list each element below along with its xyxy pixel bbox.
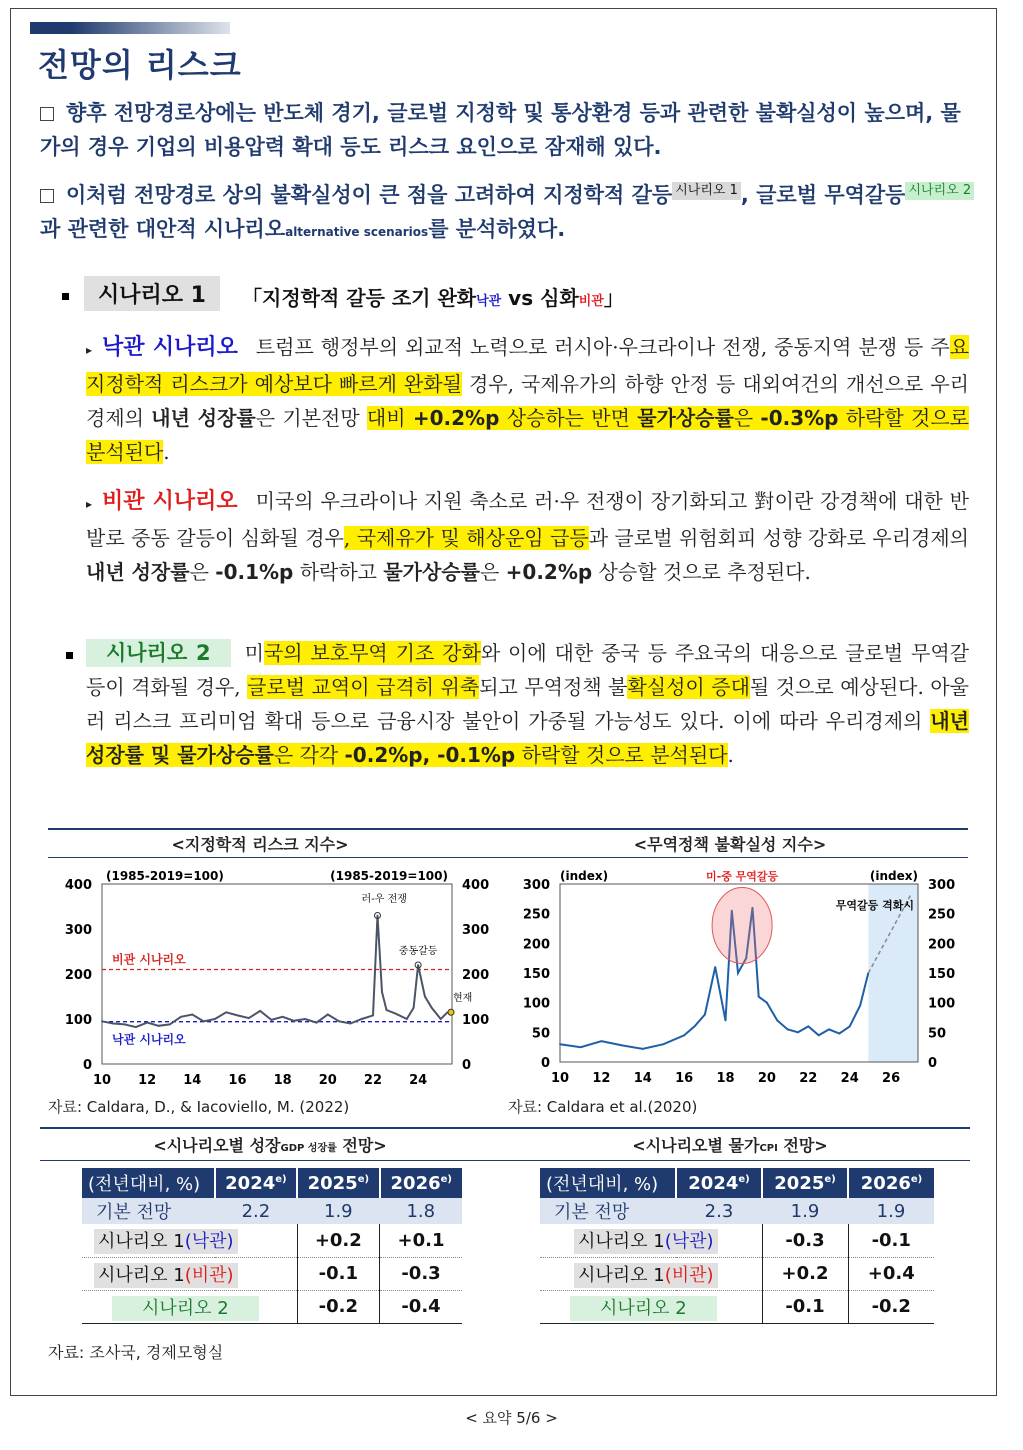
data-point [327,1014,329,1016]
chart-source-2: 자료: Caldara et al.(2020) [508,1098,698,1116]
table-row: 기본 전망 2.2 1.9 1.8 [82,1198,462,1224]
price-forecast-table [540,1168,934,1324]
estimate-superscript: e) [275,1173,287,1185]
data-point [180,1016,182,1018]
scenario-2-paragraph: 시나리오 2 미국의 보호무역 기조 강화와 이에 대한 중국 등 주요국의 대응으로 글로벌 무역갈등이 격화될 경우, 글로벌 교역이 급격히 위축되고 무역정책 불확실성이 증대될 것으로 예상된다. 아울러 리스크 프리미엄 확대 등으로 금융시장 불안이 가중될 가능성도 있다. 이에 따라 우리경제의 내년 성장률 및 물가상승률은 각각 -0.2%p, -0.1%p 하락할 것으로 분석된다. [86,641,969,767]
data-point [694,1026,696,1028]
data-point [361,1018,363,1020]
data-point [440,1018,442,1020]
data-point [580,1046,582,1048]
table-row: 시나리오 2 -0.1 -0.2 [540,1290,934,1323]
data-point [642,1048,644,1050]
y-tick-label-left: 0 [540,1056,550,1071]
data-point [237,1015,239,1017]
geopolitical-chart-title: <지정학적 리스크 지수> [171,835,349,854]
y-tick-label-left: 250 [522,907,550,923]
chart-source-1: 자료: Caldara, D., & Iacoviello, M. (2022) [48,1098,350,1116]
data-point [559,1043,561,1045]
y-tick-label-left: 50 [531,1026,550,1042]
estimate-superscript: e) [357,1173,370,1185]
pessimistic-label: 비관 시나리오 [102,489,238,514]
y-tick-label-right: 100 [928,996,956,1012]
data-point [395,1013,397,1015]
data-point [683,1034,685,1036]
table-row: 시나리오 2 -0.2 -0.4 [82,1290,462,1323]
checkbox-square-icon [40,189,54,203]
x-tick-label: 14 [183,1073,202,1088]
data-point [663,1043,665,1045]
data-point [797,1031,799,1033]
data-point [413,1007,415,1009]
data-point [766,1002,768,1004]
annotation-label: 무역갈등 격화시 [835,899,914,912]
x-tick-label: 18 [273,1073,292,1088]
data-point [158,1025,160,1027]
section-rule [48,828,968,830]
scenario-1-title: 「지정학적 갈등 조기 완화낙관 vs 심화비관」 [242,286,624,310]
data-point [386,1009,388,1011]
table-row: 시나리오 1(비관) +0.2 +0.4 [540,1257,934,1290]
data-point [818,1034,820,1036]
data-point [112,1023,114,1025]
section-rule [48,857,968,858]
y-tick-label-right: 200 [462,968,490,983]
table-row: 기본 전망 2.3 1.9 1.9 [540,1198,934,1224]
data-point [146,1022,148,1024]
data-point [135,1026,137,1028]
y-tick-label-left: 300 [522,878,550,893]
axis-note-left: (1985-2019=100) [106,869,224,883]
data-point [338,1020,340,1022]
data-point [776,1020,778,1022]
price-table-title: <시나리오별 물가CPI 전망> [632,1136,828,1155]
y-tick-label-left: 100 [522,996,550,1012]
x-tick-label: 14 [633,1071,652,1086]
data-point [725,1020,727,1022]
data-point [859,1005,861,1007]
triangle-bullet-icon: ▸ [86,343,93,357]
x-tick-label: 12 [138,1073,157,1088]
y-tick-label-left: 300 [64,923,92,938]
bullet-square-icon [62,293,69,300]
x-tick-label: 16 [675,1071,694,1086]
checkbox-square-icon [40,107,54,121]
data-point [349,1023,351,1025]
x-tick-label: 24 [840,1071,859,1086]
data-point [270,1019,272,1021]
trade-uncertainty-chart [508,862,968,1092]
data-point [714,966,716,968]
y-tick-label-left: 200 [522,937,550,953]
data-point [600,1040,602,1042]
y-tick-label-right: 0 [462,1058,472,1073]
data-point [828,1028,830,1030]
annotation-label: 현재 [453,993,473,1004]
y-tick-label-right: 0 [928,1056,938,1071]
data-point [259,1010,261,1012]
y-tick-label-right: 50 [928,1026,947,1042]
trade-chart-title: <무역정책 불확실성 지수> [633,835,827,854]
annotation-label: 미-중 무역갈등 [706,870,779,883]
scenario-2-tag: 시나리오 2 [905,182,974,200]
data-point [737,972,739,974]
data-point [304,1018,306,1020]
x-tick-label: 10 [92,1073,112,1088]
data-point [203,1020,205,1022]
data-point [838,1033,840,1035]
data-point [406,1018,408,1020]
title-decoration [30,22,230,34]
data-point [191,1014,193,1016]
x-tick-label: 20 [757,1071,776,1086]
x-tick-label: 10 [550,1071,570,1086]
data-point [787,1028,789,1030]
estimate-superscript: e) [738,1173,750,1185]
data-point [381,991,383,993]
data-point [849,1026,851,1028]
data-point [621,1044,623,1046]
data-point [248,1017,250,1019]
growth-forecast-table [82,1168,462,1324]
optimistic-scenario-paragraph: ▸ 낙관 시나리오 트럼프 행정부의 외교적 노력으로 러시아·우크라이나 전쟁, 중동지역 분쟁 등 주요 지정학적 리스크가 예상보다 빠르게 완화될 경우, 국제유가의 하향 안정 등 대외여건의 개선으로 우리경제의 내년 성장률은 기본전망 대비 +0.2%p 상승하는 반면 물가상승률은 -0.3%p 하락할 것으로 분석된다. [86,335,970,464]
data-point [431,1007,433,1009]
table-header: 2025$^{e)}$ [297,1168,379,1198]
scenario-2-label: 시나리오 2 [86,639,231,667]
y-tick-label-right: 150 [928,967,956,982]
y-tick-label-left: 150 [522,967,550,982]
data-point [101,1020,103,1022]
reference-line-label: 낙관 시나리오 [112,1032,186,1047]
y-tick-label-right: 300 [928,878,956,893]
estimate-superscript: e) [910,1173,923,1185]
data-point [704,1014,706,1016]
annotation-label: 중동갈등 [398,945,438,957]
series-line [102,916,448,1028]
page-number: < 요약 5/6 > [465,1409,558,1427]
table-header: (전년대비, %) [82,1168,215,1198]
table-header: 2026$^{e)}$ [848,1168,934,1198]
triangle-bullet-icon: ▸ [86,497,93,511]
y-tick-label-left: 400 [64,878,92,893]
current-marker [448,1009,454,1015]
y-tick-label-right: 300 [462,923,490,938]
section-rule [40,1160,970,1161]
data-point [807,1026,809,1028]
data-point [169,1024,171,1026]
table-header: 2026$^{e)}$ [380,1168,462,1198]
highlight-circle [712,888,772,964]
data-point [316,1022,318,1024]
pessimistic-scenario-paragraph: ▸ 비관 시나리오 미국의 우크라이나 지원 축소로 러·우 전쟁이 장기화되고 對이란 강경책에 대한 반발로 중동 갈등이 심화될 경우, 국제유가 및 해상운임 급등과 글로벌 위험회피 성향 강화로 우리경제의 내년 성장률은 -0.1%p 하락하고 물가상승률은 +0.2%p 상승할 것으로 추정된다. [86,489,969,584]
data-point [424,996,426,998]
annotation-label: 러-우 전쟁 [361,894,407,905]
axis-note-right: (index) [869,869,918,883]
x-tick-label: 24 [409,1073,428,1088]
table-header: 2024$^{e)}$ [215,1168,297,1198]
y-tick-label-right: 400 [462,878,490,893]
x-tick-label: 22 [363,1073,383,1088]
table-header: 2025$^{e)}$ [762,1168,848,1198]
estimate-superscript: e) [824,1173,836,1185]
table-header: 2024$^{e)}$ [676,1168,762,1198]
table-row: 시나리오 1(낙관) -0.3 -0.1 [540,1224,934,1257]
data-point [372,1015,374,1017]
data-point [225,1011,227,1013]
x-tick-label: 12 [592,1071,611,1086]
table-source: 자료: 조사국, 경제모형실 [48,1343,224,1362]
x-tick-label: 20 [318,1073,337,1088]
intro-paragraph-1: 향후 전망경로상에는 반도체 경기, 글로벌 지정학 및 통상환경 등과 관련한 불확실성이 높으며, 물가의 경우 기업의 비용압력 확대 등도 리스크 요인으로 잠재해 있다. [40,101,961,159]
table-row: 시나리오 1(비관) -0.1 -0.3 [82,1257,462,1290]
axis-note-left: (index) [560,869,609,883]
table-header: (전년대비, %) [540,1168,676,1198]
geopolitical-risk-chart [50,862,500,1092]
bullet-square-icon [66,652,73,659]
x-tick-label: 16 [228,1073,247,1088]
data-point [377,915,379,917]
y-tick-label-right: 100 [462,1013,490,1028]
scenario-1-label: 시나리오 1 [84,276,220,311]
y-tick-label-left: 0 [82,1058,92,1073]
estimate-superscript: e) [440,1173,452,1185]
y-tick-label-right: 200 [928,937,956,953]
data-point [124,1024,126,1026]
growth-table-title: <시나리오별 성장GDP 성장률 전망> [153,1136,387,1155]
intro-paragraph-2: 이처럼 전망경로 상의 불확실성이 큰 점을 고려하여 지정학적 갈등 시나리오 1 , 글로벌 무역갈등 시나리오 2과 관련한 대안적 시나리오alternative scenarios를 분석하였다. [40,178,975,249]
data-point [293,1020,295,1022]
y-tick-label-right: 250 [928,907,956,923]
table-row: 시나리오 1(낙관) +0.2 +0.1 [82,1224,462,1257]
x-tick-label: 26 [882,1071,901,1086]
scenario-1-tag: 시나리오 1 [672,182,741,200]
data-point [282,1016,284,1018]
data-point [417,964,419,966]
y-tick-label-left: 200 [64,968,92,983]
data-point [758,996,760,998]
x-tick-label: 18 [716,1071,735,1086]
section-rule [40,1127,970,1129]
x-tick-label: 22 [799,1071,818,1086]
page-title: 전망의 리스크 [38,46,242,84]
y-tick-label-left: 100 [64,1013,92,1028]
axis-note-right: (1985-2019=100) [330,869,448,883]
optimistic-label: 낙관 시나리오 [102,335,238,360]
data-point [214,1018,216,1020]
reference-line-label: 비관 시나리오 [112,952,186,967]
